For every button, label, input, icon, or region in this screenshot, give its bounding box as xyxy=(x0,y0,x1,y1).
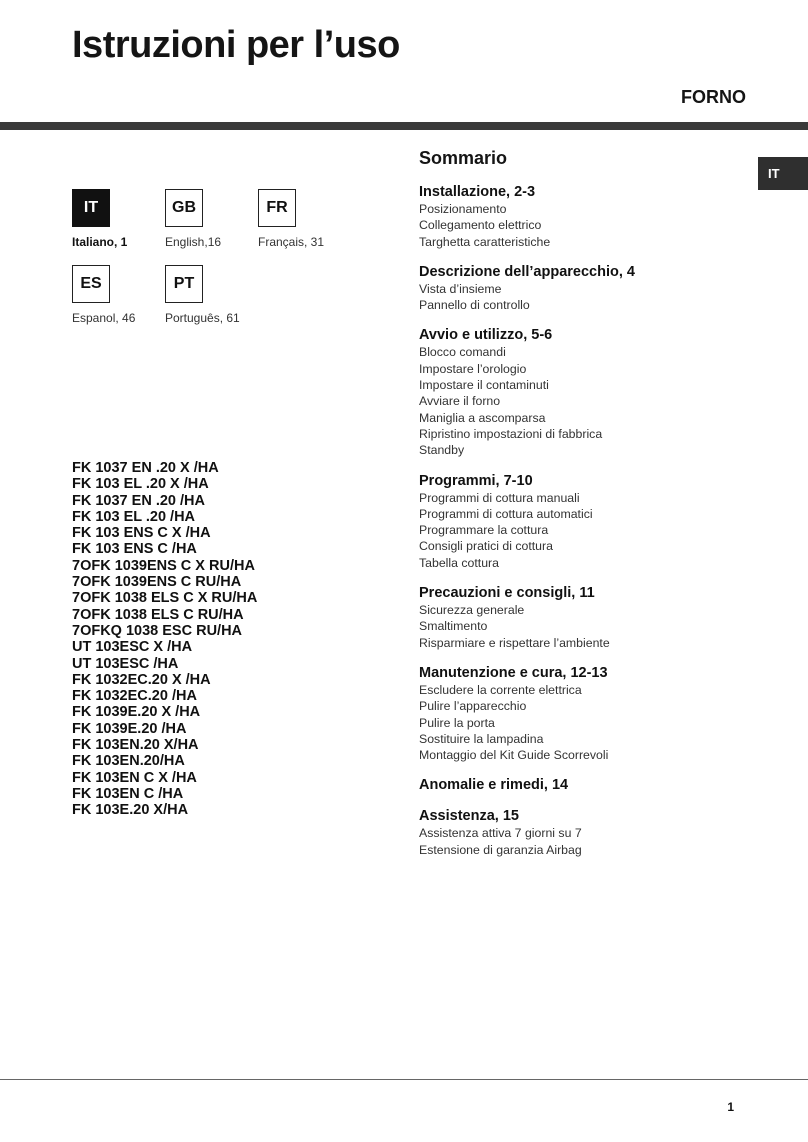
toc-item[interactable]: Pulire la porta xyxy=(419,715,495,730)
toc-item[interactable]: Avviare il forno xyxy=(419,394,501,409)
toc-section-avvio xyxy=(419,326,749,458)
model-item: FK 1037 EN .20 /HA xyxy=(72,492,205,509)
model-item: 7OFK 1039ENS C X RU/HA xyxy=(72,557,255,574)
language-label: English,16 xyxy=(165,235,222,249)
page-title: Istruzioni per l’uso xyxy=(72,24,400,66)
toc-title: Sommario xyxy=(419,148,508,168)
model-item: FK 103 EL .20 X /HA xyxy=(72,476,209,493)
toc-item[interactable]: Collegamento elettrico xyxy=(419,218,542,233)
toc-heading[interactable]: Descrizione dell’apparecchio, 4 xyxy=(419,263,635,280)
toc-item[interactable]: Smaltimento xyxy=(419,619,488,634)
toc-item[interactable]: Posizionamento xyxy=(419,202,507,216)
toc-heading[interactable]: Avvio e utilizzo, 5-6 xyxy=(419,327,553,344)
language-option-pt[interactable] xyxy=(165,265,255,325)
header-divider xyxy=(0,122,808,130)
toc-item[interactable]: Assistenza attiva 7 giorni su 7 xyxy=(419,826,582,841)
toc-section-anomalie xyxy=(419,776,749,794)
model-item: FK 103EN C X /HA xyxy=(72,769,197,786)
toc-item[interactable]: Escludere la corrente elettrica xyxy=(419,682,582,697)
toc-section-manutenzione xyxy=(419,664,749,763)
toc-item[interactable]: Maniglia a ascomparsa xyxy=(419,410,546,425)
toc-item[interactable]: Targhetta caratteristiche xyxy=(419,234,551,249)
model-item: FK 103 EL .20 /HA xyxy=(72,508,196,525)
model-item: FK 103 ENS C X /HA xyxy=(72,525,211,542)
language-option-fr[interactable] xyxy=(258,189,348,249)
toc-item[interactable]: Sicurezza generale xyxy=(419,603,525,618)
toc-heading[interactable]: Anomalie e rimedi, 14 xyxy=(419,777,569,794)
language-option-it[interactable] xyxy=(72,189,162,249)
model-item: FK 103EN.20/HA xyxy=(72,753,185,770)
model-item: 7OFK 1039ENS C RU/HA xyxy=(72,574,242,591)
product-label: FORNO xyxy=(681,87,746,107)
toc-heading[interactable]: Precauzioni e consigli, 11 xyxy=(419,585,595,602)
toc-item[interactable]: Impostare l’orologio xyxy=(419,361,527,376)
toc-item[interactable]: Tabella cottura xyxy=(419,555,499,570)
model-item: FK 103EN.20 X/HA xyxy=(72,737,199,754)
model-item: FK 1037 EN .20 X /HA xyxy=(72,460,219,476)
toc-item[interactable]: Montaggio del Kit Guide Scorrevoli xyxy=(419,748,609,763)
toc-section-programmi xyxy=(419,472,749,571)
model-item: FK 1032EC.20 /HA xyxy=(72,688,197,705)
language-side-tab[interactable]: IT xyxy=(758,157,808,190)
toc-item[interactable]: Pannello di controllo xyxy=(419,298,530,313)
footer-divider xyxy=(0,1079,808,1080)
toc-item[interactable]: Programmi di cottura manuali xyxy=(419,490,580,505)
toc-item[interactable]: Standby xyxy=(419,443,465,458)
language-code-box[interactable]: ES xyxy=(72,265,110,303)
toc-item[interactable]: Blocco comandi xyxy=(419,345,506,360)
language-option-es[interactable] xyxy=(72,265,162,325)
model-item: 7OFK 1038 ELS C RU/HA xyxy=(72,606,244,623)
language-code-box[interactable]: PT xyxy=(165,265,203,303)
toc-heading[interactable]: Assistenza, 15 xyxy=(419,808,519,825)
toc-item[interactable]: Risparmiare e rispettare l’ambiente xyxy=(419,635,610,650)
model-item: UT 103ESC X /HA xyxy=(72,639,193,656)
language-option-gb[interactable] xyxy=(165,189,255,249)
toc-item[interactable]: Ripristino impostazioni di fabbrica xyxy=(419,426,603,441)
model-item: UT 103ESC /HA xyxy=(72,655,179,672)
toc-item[interactable]: Estensione di garanzia Airbag xyxy=(419,842,582,857)
language-code-box[interactable]: GB xyxy=(165,189,203,227)
model-item: FK 1039E.20 X /HA xyxy=(72,704,201,721)
toc-section-descrizione xyxy=(419,263,749,314)
toc-item[interactable]: Consigli pratici di cottura xyxy=(419,539,553,554)
model-item: FK 103 ENS C /HA xyxy=(72,541,197,558)
toc-item[interactable]: Programmare la cottura xyxy=(419,523,549,538)
language-label: Italiano, 1 xyxy=(72,235,128,249)
toc-section-installazione xyxy=(419,183,749,250)
toc-item[interactable]: Programmi di cottura automatici xyxy=(419,506,593,521)
toc-section-assistenza xyxy=(419,807,749,858)
model-item: FK 1039E.20 /HA xyxy=(72,720,187,737)
model-item: FK 103EN C /HA xyxy=(72,785,184,802)
model-item: FK 103E.20 X/HA xyxy=(72,802,189,819)
toc-heading[interactable]: Programmi, 7-10 xyxy=(419,472,533,489)
toc-heading[interactable]: Installazione, 2-3 xyxy=(419,184,536,200)
toc-section-precauzioni xyxy=(419,584,749,651)
model-item: 7OFKQ 1038 ESC RU/HA xyxy=(72,622,243,639)
language-label: Français, 31 xyxy=(258,235,325,249)
page-number: 1 xyxy=(727,1100,734,1114)
toc-heading[interactable]: Manutenzione e cura, 12-13 xyxy=(419,664,608,681)
table-of-contents xyxy=(419,183,749,871)
toc-item[interactable]: Impostare il contaminuti xyxy=(419,378,549,393)
language-code-box[interactable]: FR xyxy=(258,189,296,227)
language-label: Português, 61 xyxy=(165,311,240,325)
language-code-box[interactable]: IT xyxy=(72,189,110,227)
toc-item[interactable]: Pulire l’apparecchio xyxy=(419,699,527,714)
model-item: FK 1032EC.20 X /HA xyxy=(72,671,211,688)
language-label: Espanol, 46 xyxy=(72,311,136,325)
toc-item[interactable]: Vista d’insieme xyxy=(419,281,502,296)
model-item: 7OFK 1038 ELS C X RU/HA xyxy=(72,590,258,607)
model-list xyxy=(72,460,257,819)
toc-item[interactable]: Sostituire la lampadina xyxy=(419,731,544,746)
